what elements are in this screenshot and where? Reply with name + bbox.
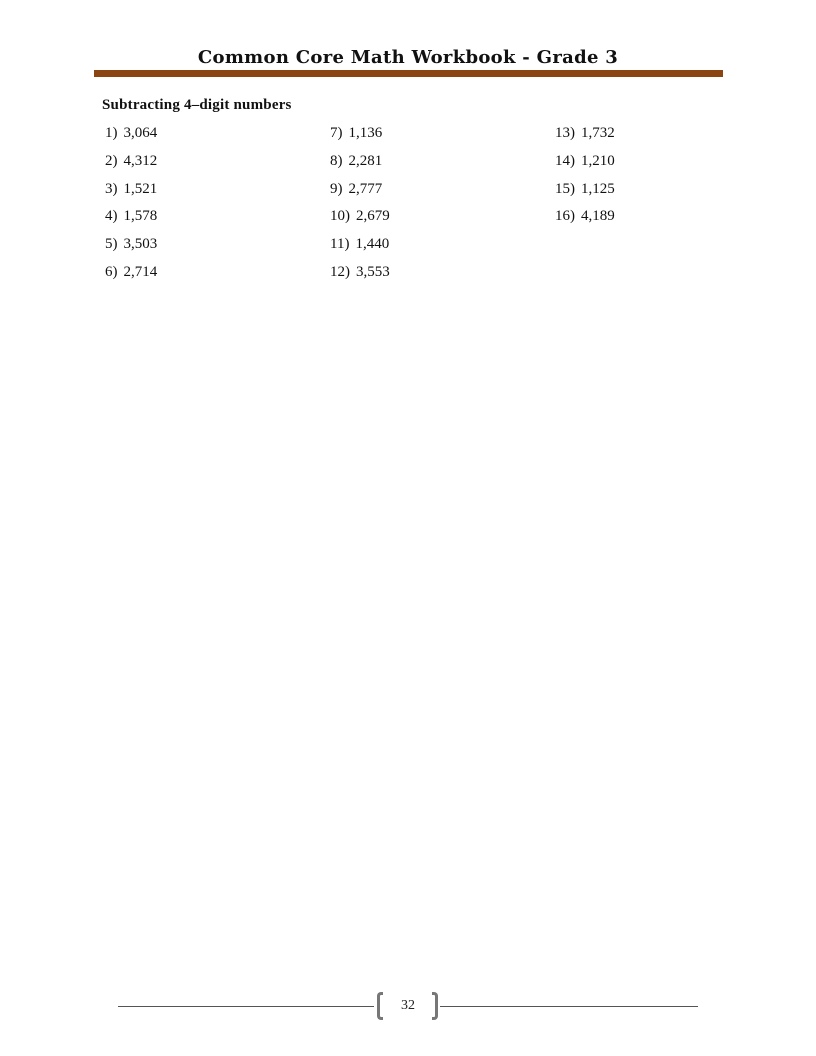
header-rule xyxy=(94,70,723,77)
answer-number: 12) xyxy=(330,263,350,280)
answer-item xyxy=(330,233,390,261)
answer-item xyxy=(555,122,615,150)
answer-item xyxy=(105,205,157,233)
answer-value: 1,210 xyxy=(581,152,615,169)
answer-value: 4,189 xyxy=(581,208,615,225)
answer-item xyxy=(330,150,390,178)
answer-number: 4) xyxy=(105,208,118,225)
answer-column-1 xyxy=(105,122,157,289)
answer-value: 1,125 xyxy=(581,180,615,197)
answer-value: 2,777 xyxy=(348,180,383,197)
answer-number: 11) xyxy=(330,236,350,253)
answer-value: 2,281 xyxy=(348,152,383,169)
answer-number: 2) xyxy=(105,152,118,169)
answer-value: 2,679 xyxy=(356,208,390,225)
answer-value: 3,503 xyxy=(123,236,158,253)
answer-number: 6) xyxy=(105,263,118,280)
answer-number: 7) xyxy=(330,125,343,141)
answer-value: 3,553 xyxy=(356,263,390,280)
answer-number: 10) xyxy=(330,208,350,225)
answer-number: 5) xyxy=(105,236,118,253)
footer-rule-left xyxy=(118,1006,374,1007)
answer-value: 1,578 xyxy=(123,208,158,225)
answer-item xyxy=(105,233,157,261)
answer-item xyxy=(555,150,615,178)
answer-number: 9) xyxy=(330,180,343,197)
page-number: 32 xyxy=(401,998,415,1013)
answer-value: 3,064 xyxy=(123,125,158,141)
footer-rule-right xyxy=(440,1006,698,1007)
answer-value: 4,312 xyxy=(123,152,158,169)
answer-value: 1,440 xyxy=(355,236,390,253)
answer-item xyxy=(105,261,157,289)
answer-column-2 xyxy=(330,122,390,289)
answer-item xyxy=(330,178,390,206)
answer-item xyxy=(330,122,390,150)
answer-item xyxy=(105,150,157,178)
answer-number: 16) xyxy=(555,208,575,225)
answer-value: 1,136 xyxy=(348,125,383,141)
answer-number: 8) xyxy=(330,152,343,169)
answer-value: 1,521 xyxy=(123,180,158,197)
answer-item xyxy=(105,178,157,206)
answer-item xyxy=(105,122,157,150)
answer-number: 3) xyxy=(105,180,118,197)
answer-item xyxy=(330,205,390,233)
answer-item xyxy=(555,178,615,206)
section-title: Subtracting 4–digit numbers xyxy=(102,97,292,113)
bracket-right-icon xyxy=(432,992,438,1020)
page-title: Common Core Math Workbook - Grade 3 xyxy=(197,47,619,68)
answer-number: 15) xyxy=(555,180,575,197)
answer-value: 1,732 xyxy=(581,125,615,141)
answer-number: 1) xyxy=(105,125,118,141)
answer-item xyxy=(330,261,390,289)
answer-item xyxy=(555,205,615,233)
answer-column-3 xyxy=(555,122,615,233)
answer-value: 2,714 xyxy=(123,263,158,280)
answer-number: 13) xyxy=(555,125,575,141)
bracket-left-icon xyxy=(377,992,383,1020)
answer-number: 14) xyxy=(555,152,575,169)
